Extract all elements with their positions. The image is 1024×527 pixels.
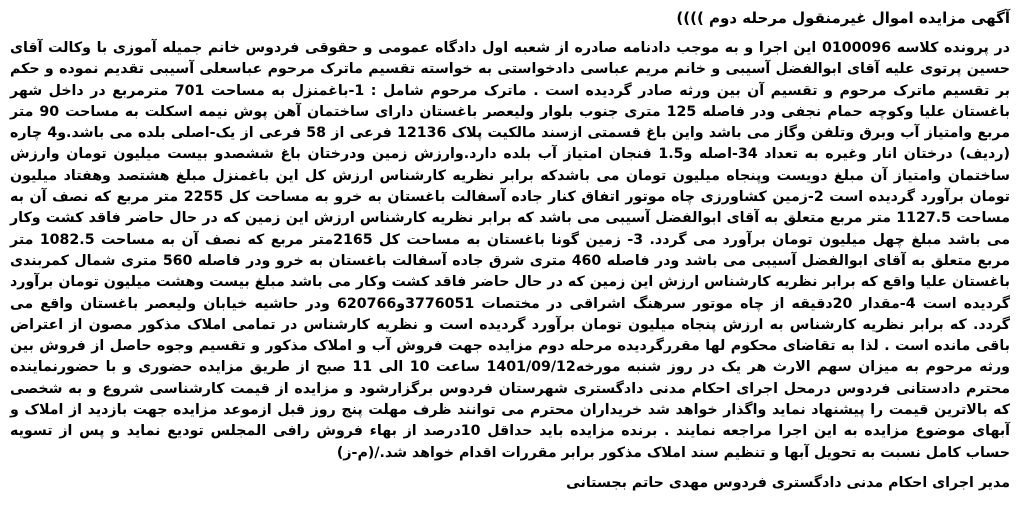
- notice-title: آگهی مزایده اموال غیرمنقول مرحله دوم )))): [676, 9, 1010, 27]
- notice-signature: مدیر اجرای احکام مدنی دادگستری فردوس مهدی حاتم بجستانی: [566, 474, 1010, 491]
- notice-body: در پرونده کلاسه 0100096 این اجرا و به موجب دادنامه صادره از شعبه اول دادگاه عمومی و حقوقی فردوس خانم جمیله آموزی با وکالت آقای حسین پرتوی علیه آقای ابوالفضل آسیبی و خانم مریم عباسی دادخواستی به خواسته تقسیم ماترک مرحوم عباسعلی آسیبی تقدیم نموده و حکم بر تقسیم ماترک مرحوم و تقسیم آن بین ورثه صادر گردیده است . ماترک مرحوم شامل : 1-باغمنزل به مساحت 701 مترمربع در داخل شهر باغستان علیا وکوچه حمام نجفی ودر فاصله 125 متری جنوب بلوار ولیعصر باغستان دارای ساختمان آهن پوش نیمه اسکلت به مساحت 90 متر مربع وامتیاز آب وبرق وتلفن وگاز می باشد واین باغ قسمتی ازسند مالکیت پلاک 12136 فرعی از 58 فرعی از یک-اصلی بلده می باشد.و4 چاره (ردیف) درختان انار وغیره به تعداد 34-اصله و1.5 فنجان امتیاز آب بلده دارد.وارزش زمین ودرختان باغ ششصدو بیست میلیون تومان وارزش ساختمان وامتیاز آن مبلغ دویست وپنجاه میلیون تومان می باشدکه برابر نظریه کارشناس ارزش کل این باغمنزل مبلغ هشتصد وهفتاد میلیون تومان برآورد گردیده است 2-زمین کشاورزی چاه موتور اتفاق کنار جاده آسفالت باغستان به خرو به مساحت کل 2255 متر مربع که نصف آن به مساحت 1127.5 متر مربع متعلق به آقای ابوالفضل آسیبی می باشد که برابر نظریه کارشناس ارزش این زمین که در حال حاضر فاقد کشت وکار می باشد مبلغ چهل میلیون تومان برآورد می گردد. 3- زمین گونا باغستان به مساحت کل 2165متر مربع که نصف آن به مساحت 1082.5 متر مربع متعلق به آقای ابوالفضل آسیبی می باشد ودر فاصله 460 متری شرق جاده آسفالت باغستان به خرو ودر فاصله 560 متری شمال کمربندی باغستان علیا واقع که برابر نظریه کارشناس ارزش این زمین که در حال حاضر فاقد کشت وکار می باشد مبلغ بیست وهشت میلیون تومان برآورد گردیده است 4-مقدار 20دقیقه از چاه موتور سرهنگ اشراقی در مختصات 3776051و620766 ودر حاشیه خیابان ولیعصر باغستان واقع می گردد. که برابر نظریه کارشناس به ارزش پنجاه میلیون تومان برآورد گردیده است و نظریه کارشناس در تمامی املاک مذکور مصون از اعتراض باقی مانده است . لذا به تقاضای محکوم لها مقررگردیده مرحله دوم مزایده جهت فروش آب و املاک مذکور و تقسیم وجوه حاصل از فروش بین ورثه مرحوم به میزان سهم الارث هر یک در روز شنبه مورخه1401/09/12 ساعت 10 الی 11 صبح از طریق مزایده حضوری و با حضورنماینده محترم دادستانی فردوس درمحل اجرای احکام مدنی دادگستری شهرستان فردوس برگزارشود و مزایده از قیمت کارشناسی شروع و به شخصی که بالاترین قیمت را پیشنهاد نماید واگذار خواهد شد خریداران محترم می توانند ظرف مهلت پنج روز قبل ازموعد مزایده جهت بازدید از املاک و آبهای موضوع مزایده به این اجرا مراجعه نمایند . برنده مزایده باید حداقل 10درصد از بهاء فروش رافی المجلس تودیع نماید و پس از تسویه حساب کامل نسبت به تحویل آبها و تنظیم سند املاک مذکور برابر مقررات اقدام خواهد شد./(م-ز): [10, 40, 1011, 461]
